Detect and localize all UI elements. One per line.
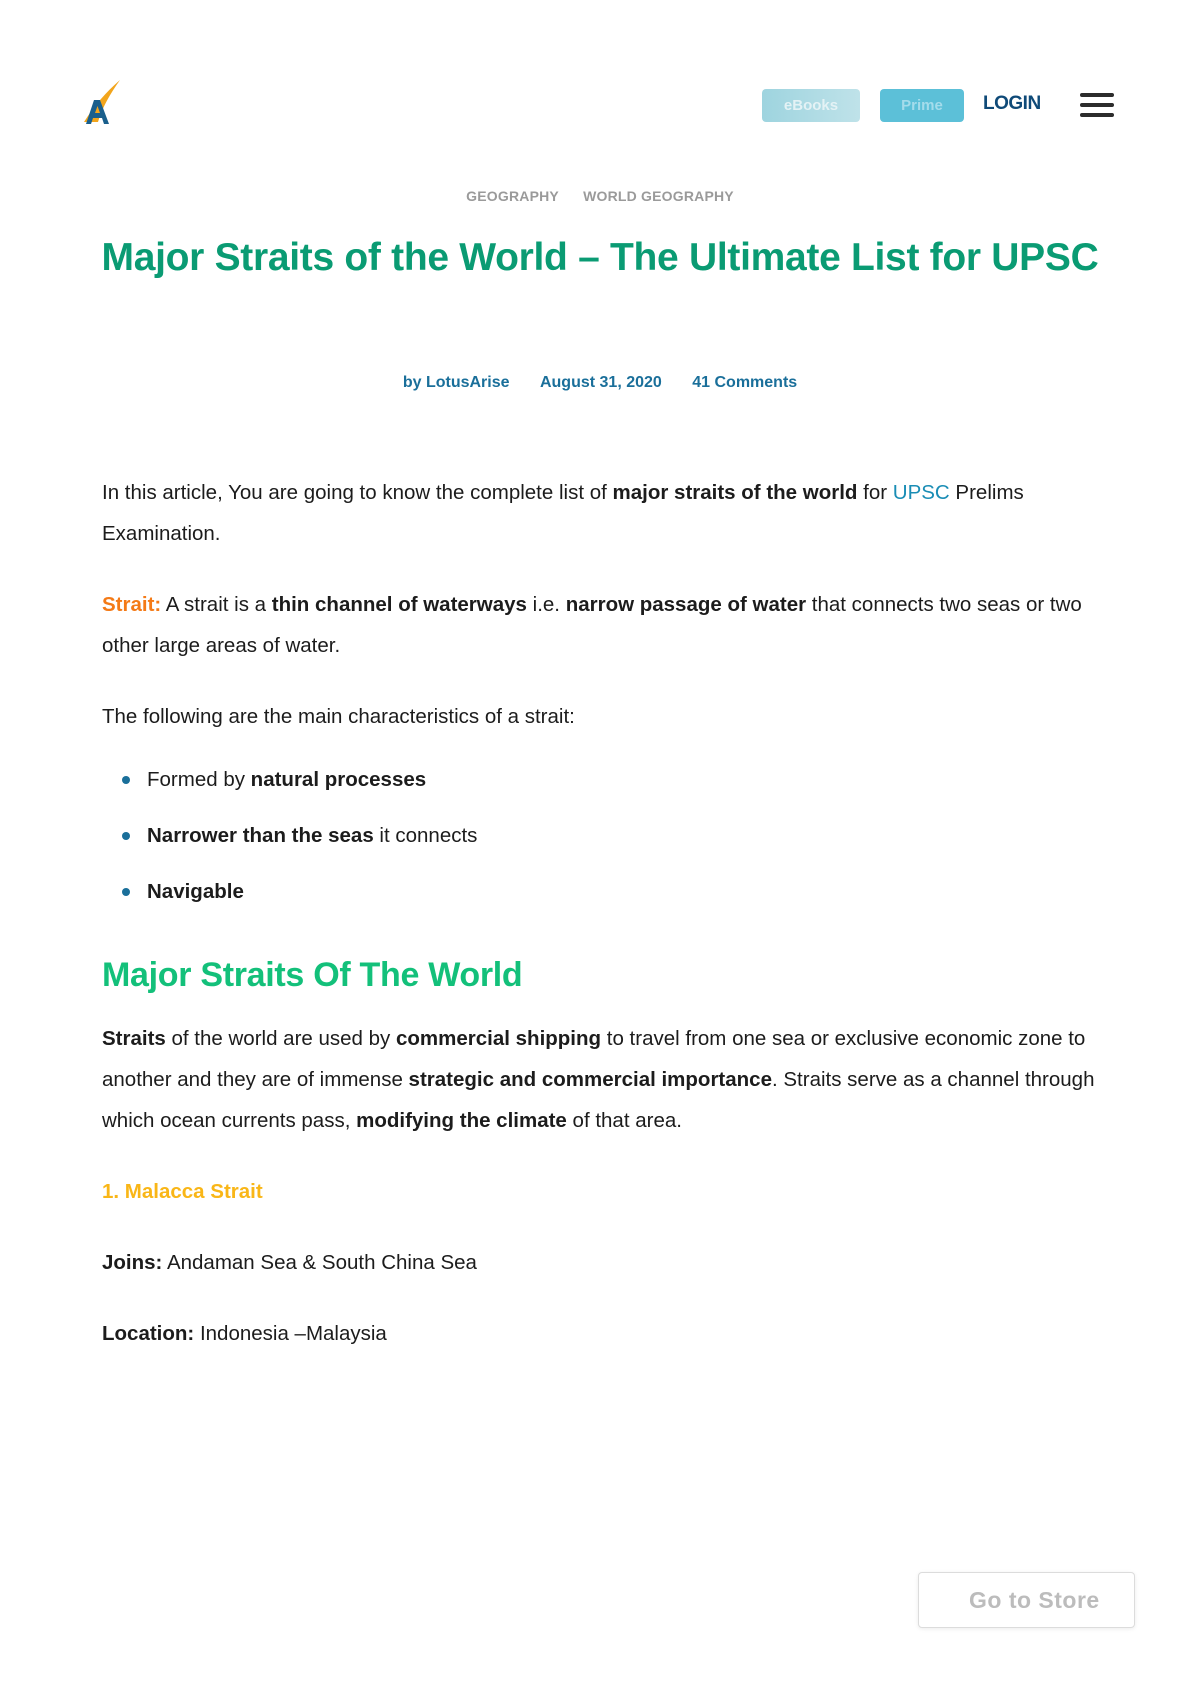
joins-line: Joins: Andaman Sea & South China Sea xyxy=(102,1251,477,1274)
article-body xyxy=(102,472,1102,1384)
prime-button[interactable]: Prime xyxy=(880,89,964,122)
location-line: Location: Indonesia –Malaysia xyxy=(102,1322,387,1345)
characteristics-intro: The following are the main characteristics of a strait: xyxy=(102,705,575,728)
section-heading: Major Straits Of The World xyxy=(102,956,523,994)
page-title: Major Straits of the World – The Ultimate List for UPSC xyxy=(101,236,1099,279)
date-link[interactable]: August 31, 2020 xyxy=(539,374,662,391)
list-item: Navigable xyxy=(102,871,1102,912)
lotusarise-logo-icon[interactable] xyxy=(80,78,124,128)
list-item: Formed by natural processes xyxy=(102,759,1102,800)
category-geography[interactable]: GEOGRAPHY xyxy=(466,188,559,204)
article-meta xyxy=(0,374,1200,392)
category-list xyxy=(0,188,1200,204)
comments-link[interactable]: 41 Comments xyxy=(692,374,798,391)
characteristics-list xyxy=(102,759,1102,912)
definition-paragraph: Strait: A strait is a thin channel of waterways i.e. narrow passage of water that connects two seas or two other large areas of water. xyxy=(102,593,1082,657)
hamburger-menu-icon[interactable] xyxy=(1080,93,1114,117)
category-world-geography[interactable]: WORLD GEOGRAPHY xyxy=(583,188,734,204)
section-paragraph: Straits of the world are used by commercial shipping to travel from one sea or exclusive economic zone to another and they are of immense strategic and commercial importance. Straits serve as a channel through which ocean currents pass, modifying the climate of that area. xyxy=(102,1027,1095,1132)
author-link[interactable]: by LotusArise xyxy=(402,374,510,391)
upsc-link[interactable]: UPSC xyxy=(892,481,950,504)
ebooks-button[interactable]: eBooks xyxy=(762,89,860,122)
strait-label: Strait: xyxy=(102,593,162,616)
site-header xyxy=(0,0,1200,150)
intro-paragraph: In this article, You are going to know the complete list of major straits of the world for UPSC Prelims Examination. xyxy=(102,481,1024,545)
go-to-store-button[interactable]: Go to Store xyxy=(918,1572,1135,1628)
strait-heading: 1. Malacca Strait xyxy=(102,1180,263,1203)
login-link[interactable]: LOGIN xyxy=(983,93,1041,114)
list-item: Narrower than the seas it connects xyxy=(102,815,1102,856)
